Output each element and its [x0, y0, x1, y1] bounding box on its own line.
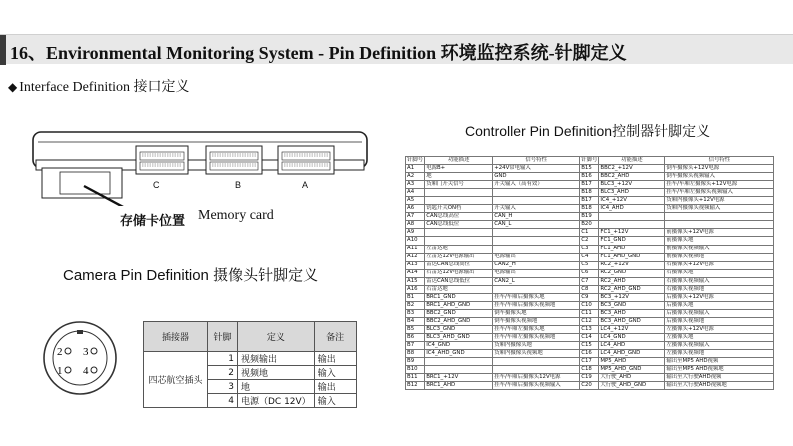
- ctrl-cell: 货厢内摄像头地: [493, 342, 580, 350]
- ctrl-cell: +24V常电输入: [493, 165, 580, 173]
- cam-header-connector: 插接器: [144, 322, 208, 352]
- ctrl-cell: 货厢门开关信号: [425, 181, 493, 189]
- ctrl-cell: C11: [580, 309, 599, 317]
- ctrl-cell: FC1_+12V: [599, 229, 665, 237]
- ctrl-cell: 大行驶_AHD_GND: [599, 382, 665, 390]
- ctrl-cell: C3: [580, 245, 599, 253]
- ctrl-cell: BC3_AHD_GND: [599, 317, 665, 325]
- ctrl-cell: B10: [406, 366, 425, 374]
- pin-1-label: 1: [57, 365, 63, 377]
- table-row: [406, 342, 774, 350]
- diamond-bullet-icon: ◆: [8, 80, 18, 94]
- ctrl-cell: B5: [406, 325, 425, 333]
- section-title-bar: [0, 34, 793, 64]
- ctrl-cell: B18: [580, 205, 599, 213]
- ctrl-cell: CAN总线高位: [425, 213, 493, 221]
- ctrl-header: 针脚号: [581, 156, 598, 163]
- ctrl-cell: 输出至大行驶AHD视频地: [665, 382, 774, 390]
- table-row: [406, 165, 774, 173]
- ctrl-cell: BRC1_AHD_GND: [425, 301, 493, 309]
- ctrl-cell: 前摄像头地: [665, 237, 774, 245]
- cam-pin: 1: [208, 352, 238, 366]
- ctrl-cell: IC4_AHD: [599, 205, 665, 213]
- pin-4-label: 4: [83, 365, 89, 377]
- ctrl-cell: C8: [580, 285, 599, 293]
- table-row: [406, 277, 774, 285]
- camera-pin-table: [143, 321, 357, 408]
- ctrl-cell: 右雷达地: [425, 285, 493, 293]
- ctrl-cell: [665, 213, 774, 221]
- ctrl-cell: A6: [406, 205, 425, 213]
- ctrl-cell: 后摄像头+12V电源: [665, 293, 774, 301]
- ctrl-cell: [493, 229, 580, 237]
- ctrl-cell: 前摄像头视频输入: [665, 245, 774, 253]
- cam-pin: 2: [208, 366, 238, 380]
- ctrl-cell: 右摄像头视频地: [665, 285, 774, 293]
- connector-a-label: A: [302, 180, 309, 190]
- ctrl-cell: [493, 358, 580, 366]
- ctrl-cell: LC4_AHD: [599, 342, 665, 350]
- table-row: [406, 325, 774, 333]
- memory-card-label-zh: 存储卡位置: [120, 214, 186, 229]
- table-row: [406, 205, 774, 213]
- table-row: [406, 358, 774, 366]
- four-pin-connector-drawing: [40, 318, 120, 398]
- table-row: [406, 173, 774, 181]
- ctrl-cell: [599, 221, 665, 229]
- ctrl-cell: A2: [406, 173, 425, 181]
- cam-header-note: 备注: [314, 322, 356, 352]
- ctrl-cell: C9: [580, 293, 599, 301]
- connector-a-drawing: [278, 146, 334, 174]
- table-row: [406, 309, 774, 317]
- ctrl-cell: CAN_H: [493, 213, 580, 221]
- controller-table-body: [406, 165, 774, 390]
- title-accent: [0, 35, 6, 65]
- table-row: [406, 374, 774, 382]
- ctrl-cell: C19: [580, 374, 599, 382]
- controller-pin-table: [405, 156, 774, 390]
- ctrl-cell: BBC2_AHD: [599, 173, 665, 181]
- ctrl-cell: 挂车/车厢左摄像头地: [493, 325, 580, 333]
- ctrl-cell: IC4_AHD_GND: [425, 350, 493, 358]
- table-row: [406, 213, 774, 221]
- ctrl-cell: 左摄像头地: [665, 334, 774, 342]
- table-row: [406, 189, 774, 197]
- ctrl-cell: 输出至MP5 AHD视频地: [665, 366, 774, 374]
- ctrl-cell: 左雷达12V电源输出: [425, 253, 493, 261]
- ctrl-cell: [665, 221, 774, 229]
- ctrl-cell: 左雷达地: [425, 245, 493, 253]
- ctrl-cell: 挂车/车厢后摄像头地: [493, 293, 580, 301]
- ctrl-cell: 左摄像头+12V电源: [665, 325, 774, 333]
- table-row: [406, 237, 774, 245]
- pin-3-label: 3: [83, 346, 89, 358]
- ctrl-cell: C2: [580, 237, 599, 245]
- ctrl-cell: IC4_+12V: [599, 197, 665, 205]
- connector-c-drawing: [136, 146, 188, 174]
- table-row: [406, 301, 774, 309]
- ctrl-cell: B15: [580, 165, 599, 173]
- table-row: [406, 334, 774, 342]
- ctrl-cell: [425, 366, 493, 374]
- cam-def: 地: [238, 380, 315, 394]
- table-row: [406, 229, 774, 237]
- cam-def: 视频地: [238, 366, 315, 380]
- table-row: [406, 366, 774, 374]
- cam-note: 输出: [314, 352, 356, 366]
- ctrl-cell: 右摄像头+12V电源: [665, 261, 774, 269]
- cam-def: 电源（DC 12V）: [238, 394, 315, 408]
- ctrl-cell: BLC3_AHD_GND: [425, 334, 493, 342]
- table-row: [406, 382, 774, 390]
- ctrl-cell: C15: [580, 342, 599, 350]
- ctrl-cell: C4: [580, 253, 599, 261]
- ctrl-cell: 前摄像头视频地: [665, 253, 774, 261]
- ctrl-cell: 输出至大行驶AHD视频: [665, 374, 774, 382]
- ctrl-cell: [493, 189, 580, 197]
- ctrl-cell: C17: [580, 358, 599, 366]
- ctrl-cell: 开关输入: [493, 205, 580, 213]
- ctrl-cell: BLC3_+12V: [599, 181, 665, 189]
- ctrl-cell: 倒车摄像头地: [493, 309, 580, 317]
- ctrl-cell: A10: [406, 237, 425, 245]
- ctrl-cell: B17: [580, 197, 599, 205]
- ctrl-cell: BLC3_GND: [425, 325, 493, 333]
- cam-header-definition: 定义: [238, 322, 315, 352]
- ctrl-cell: 右摄像头视频输入: [665, 277, 774, 285]
- ctrl-cell: 货厢内摄像头视频地: [493, 350, 580, 358]
- ctrl-cell: 后摄像头地: [665, 301, 774, 309]
- ctrl-cell: [493, 285, 580, 293]
- ctrl-cell: C6: [580, 269, 599, 277]
- ctrl-cell: 输出至MP5 AHD视频: [665, 358, 774, 366]
- ctrl-cell: IC4_GND: [425, 342, 493, 350]
- ctrl-cell: CAN总线低位: [425, 221, 493, 229]
- ctrl-cell: B11: [406, 374, 425, 382]
- ctrl-cell: A3: [406, 181, 425, 189]
- ctrl-header: 功能描述: [425, 157, 493, 165]
- table-row: [406, 269, 774, 277]
- ctrl-cell: RC2_GND: [599, 269, 665, 277]
- ctrl-cell: 钥匙开关ON档: [425, 205, 493, 213]
- ctrl-cell: 倒车摄像头视频地: [493, 317, 580, 325]
- ctrl-cell: A11: [406, 245, 425, 253]
- ctrl-cell: 挂车/车厢左摄像头视频地: [493, 334, 580, 342]
- table-row: [406, 261, 774, 269]
- ctrl-cell: RC2_+12V: [599, 261, 665, 269]
- ctrl-cell: 开关输入（高有效）: [493, 181, 580, 189]
- ctrl-cell: 前摄像头+12V电源: [665, 229, 774, 237]
- ctrl-cell: B12: [406, 382, 425, 390]
- connector-c-label: C: [153, 180, 160, 190]
- ctrl-cell: GND: [493, 173, 580, 181]
- ctrl-cell: [425, 237, 493, 245]
- ctrl-cell: FC1_AHD: [599, 245, 665, 253]
- table-row: [406, 245, 774, 253]
- ctrl-cell: 后摄像头视频输入: [665, 309, 774, 317]
- cam-note: 输出: [314, 380, 356, 394]
- ctrl-cell: C18: [580, 366, 599, 374]
- cam-connector-cell: 四芯航空插头: [144, 352, 208, 408]
- controller-device-drawing: [32, 128, 368, 206]
- ctrl-cell: BC3_+12V: [599, 293, 665, 301]
- ctrl-cell: B9: [406, 358, 425, 366]
- ctrl-cell: BRC1_GND: [425, 293, 493, 301]
- ctrl-cell: [599, 213, 665, 221]
- ctrl-cell: BC3_AHD: [599, 309, 665, 317]
- ctrl-cell: [425, 197, 493, 205]
- ctrl-cell: B6: [406, 334, 425, 342]
- ctrl-cell: 电源输出: [493, 253, 580, 261]
- cam-pin: 3: [208, 380, 238, 394]
- ctrl-cell: 雷达CAN总线低位: [425, 277, 493, 285]
- ctrl-cell: [425, 358, 493, 366]
- ctrl-cell: A16: [406, 285, 425, 293]
- ctrl-cell: 电源B+: [425, 165, 493, 173]
- ctrl-cell: B16: [580, 173, 599, 181]
- ctrl-cell: 电源输出: [493, 269, 580, 277]
- ctrl-cell: C16: [580, 350, 599, 358]
- ctrl-header: 功能描述: [599, 157, 665, 165]
- ctrl-cell: A14: [406, 269, 425, 277]
- ctrl-cell: MP5_AHD_GND: [599, 366, 665, 374]
- cam-note: 输入: [314, 366, 356, 380]
- table-row: [406, 350, 774, 358]
- ctrl-cell: RC2_AHD: [599, 277, 665, 285]
- ctrl-cell: B4: [406, 317, 425, 325]
- ctrl-cell: 挂车/车厢后摄像头视频输入: [493, 382, 580, 390]
- table-row: [406, 181, 774, 189]
- ctrl-cell: B1: [406, 293, 425, 301]
- ctrl-cell: A13: [406, 261, 425, 269]
- ctrl-cell: B2: [406, 301, 425, 309]
- ctrl-cell: FC1_GND: [599, 237, 665, 245]
- ctrl-header: 信号特性: [665, 157, 774, 165]
- ctrl-cell: BBC2_GND: [425, 309, 493, 317]
- ctrl-cell: CAN_L: [493, 221, 580, 229]
- ctrl-cell: B20: [580, 221, 599, 229]
- ctrl-cell: BBC2_AHD_GND: [425, 317, 493, 325]
- ctrl-cell: MP5_AHD: [599, 358, 665, 366]
- ctrl-cell: 大行驶_AHD: [599, 374, 665, 382]
- ctrl-cell: B17: [580, 181, 599, 189]
- controller-pin-title: Controller Pin Definition控制器针脚定义: [465, 123, 711, 139]
- ctrl-cell: [425, 189, 493, 197]
- ctrl-cell: 倒车摄像头视频输入: [665, 173, 774, 181]
- ctrl-cell: BRC1_AHD: [425, 382, 493, 390]
- ctrl-cell: [493, 197, 580, 205]
- ctrl-cell: 货厢内摄像头+12V电源: [665, 197, 774, 205]
- cam-pin: 4: [208, 394, 238, 408]
- ctrl-cell: CAN2_H: [493, 261, 580, 269]
- ctrl-cell: RC2_AHD_GND: [599, 285, 665, 293]
- ctrl-cell: 挂车/车厢左摄像头+12V电源: [665, 181, 774, 189]
- ctrl-cell: 左摄像头视频地: [665, 350, 774, 358]
- page-title: 16、Environmental Monitoring System - Pin Definition 环境监控系统-针脚定义: [10, 43, 627, 63]
- memory-card-label-en: Memory card: [198, 208, 274, 223]
- ctrl-cell: 地: [425, 173, 493, 181]
- ctrl-cell: LC4_GND: [599, 334, 665, 342]
- ctrl-cell: A8: [406, 221, 425, 229]
- ctrl-cell: C1: [580, 229, 599, 237]
- cam-note: 输入: [314, 394, 356, 408]
- ctrl-cell: [493, 245, 580, 253]
- ctrl-cell: [493, 237, 580, 245]
- interface-title: Interface Definition 接口定义: [19, 80, 190, 95]
- ctrl-cell: 挂车/车厢后摄像头12V电源: [493, 374, 580, 382]
- ctrl-cell: C20: [580, 382, 599, 390]
- ctrl-cell: 右摄像头地: [665, 269, 774, 277]
- ctrl-cell: 挂车/车厢后摄像头视频地: [493, 301, 580, 309]
- interface-heading: [8, 76, 190, 96]
- table-row: [406, 197, 774, 205]
- ctrl-cell: A15: [406, 277, 425, 285]
- ctrl-cell: 货厢内摄像头视频输入: [665, 205, 774, 213]
- pin-2-label: 2: [57, 346, 63, 358]
- ctrl-cell: C14: [580, 334, 599, 342]
- ctrl-cell: LC4_+12V: [599, 325, 665, 333]
- ctrl-cell: 雷达CAN总线高位: [425, 261, 493, 269]
- ctrl-cell: BLC3_AHD: [599, 189, 665, 197]
- ctrl-cell: 左摄像头视频输入: [665, 342, 774, 350]
- camera-pin-title: Camera Pin Definition 摄像头针脚定义: [63, 267, 319, 284]
- ctrl-cell: [493, 366, 580, 374]
- ctrl-cell: A12: [406, 253, 425, 261]
- ctrl-cell: C12: [580, 317, 599, 325]
- ctrl-cell: C5: [580, 261, 599, 269]
- ctrl-cell: A7: [406, 213, 425, 221]
- table-row: [406, 253, 774, 261]
- ctrl-cell: B18: [580, 189, 599, 197]
- ctrl-cell: A9: [406, 229, 425, 237]
- ctrl-header: 针脚号: [407, 156, 424, 163]
- ctrl-cell: B8: [406, 350, 425, 358]
- ctrl-cell: BRC1_+12V: [425, 374, 493, 382]
- table-row: [144, 352, 357, 366]
- ctrl-cell: A4: [406, 189, 425, 197]
- ctrl-cell: BBC2_+12V: [599, 165, 665, 173]
- ctrl-cell: 右雷达12V电源输出: [425, 269, 493, 277]
- ctrl-cell: C7: [580, 277, 599, 285]
- cam-def: 视频输出: [238, 352, 315, 366]
- ctrl-cell: B19: [580, 213, 599, 221]
- ctrl-cell: 后摄像头视频地: [665, 317, 774, 325]
- table-row: [406, 221, 774, 229]
- ctrl-cell: 倒车摄像头+12V电源: [665, 165, 774, 173]
- table-row: [406, 285, 774, 293]
- ctrl-cell: A5: [406, 197, 425, 205]
- connector-b-drawing: [206, 146, 262, 174]
- table-row: [406, 293, 774, 301]
- ctrl-cell: BC3_GND: [599, 301, 665, 309]
- ctrl-cell: B3: [406, 309, 425, 317]
- ctrl-cell: [425, 229, 493, 237]
- ctrl-cell: C13: [580, 325, 599, 333]
- ctrl-cell: FC1_AHD_GND: [599, 253, 665, 261]
- ctrl-cell: 挂车/车厢左摄像头视频输入: [665, 189, 774, 197]
- ctrl-header: 信号特性: [493, 157, 580, 165]
- ctrl-cell: C10: [580, 301, 599, 309]
- connector-b-label: B: [235, 180, 242, 190]
- ctrl-cell: LC4_AHD_GND: [599, 350, 665, 358]
- ctrl-cell: A1: [406, 165, 425, 173]
- ctrl-cell: CAN2_L: [493, 277, 580, 285]
- ctrl-cell: B7: [406, 342, 425, 350]
- table-row: [406, 317, 774, 325]
- cam-header-pin: 针脚: [208, 322, 238, 352]
